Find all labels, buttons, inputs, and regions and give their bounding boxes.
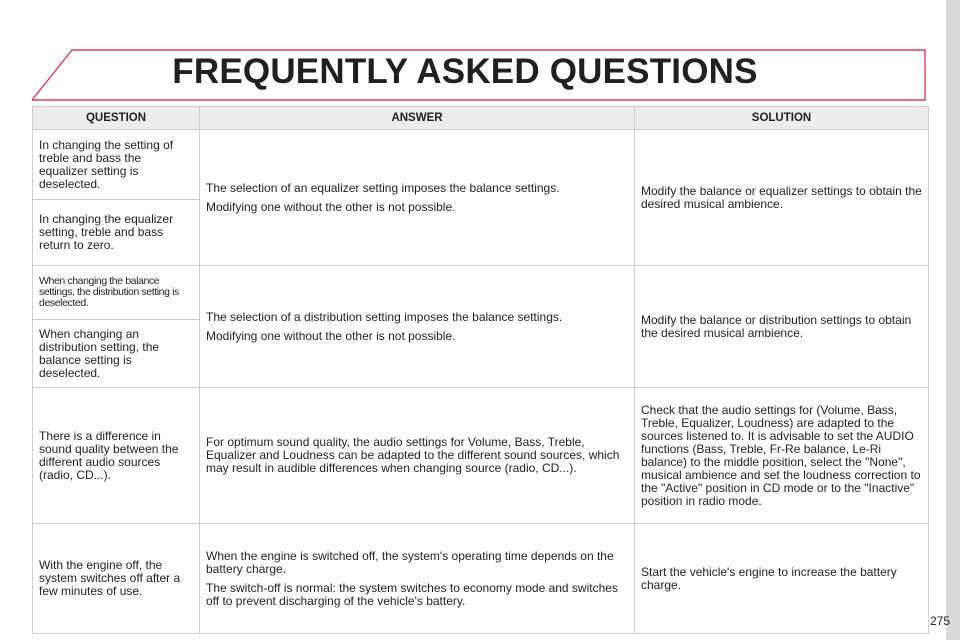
- question-cell: With the engine off, the system switches off after a few minutes of use.: [33, 524, 200, 634]
- table-row: [33, 388, 929, 524]
- answer-cell: [200, 266, 635, 388]
- answer-text: The selection of an equalizer setting imposes the balance settings.: [206, 180, 560, 195]
- answer-cell: [200, 524, 635, 634]
- answer-text: The switch-off is normal: the system switches to economy mode and switches off to prevent discharging of the vehicle's battery.: [206, 580, 618, 608]
- column-header-answer: ANSWER: [200, 107, 635, 130]
- page-edge-strip: [946, 0, 960, 640]
- question-cell: There is a difference in sound quality between the different audio sources (radio, CD...).: [33, 388, 200, 524]
- solution-cell: Modify the balance or equalizer settings to obtain the desired musical ambience.: [635, 130, 929, 266]
- question-cell: When changing the balance settings, the distribution setting is deselected.: [33, 266, 200, 320]
- table-row: [33, 524, 929, 634]
- question-cell: When changing an distribution setting, the balance setting is deselected.: [33, 320, 200, 388]
- answer-text: When the engine is switched off, the system's operating time depends on the battery charge.: [206, 548, 614, 576]
- table-header-row: [33, 107, 929, 130]
- answer-text: Modifying one without the other is not possible.: [206, 199, 456, 214]
- column-header-question: QUESTION: [33, 107, 200, 130]
- faq-table: [32, 106, 929, 634]
- answer-text: The selection of a distribution setting imposes the balance settings.: [206, 309, 563, 324]
- question-cell: In changing the equalizer setting, treble and bass return to zero.: [33, 200, 200, 266]
- solution-cell: Check that the audio settings for (Volume, Bass, Treble, Equalizer, Loudness) are adapted to the sources listened to. It is advisable to set the AUDIO functions (Bass, Treble, Fr-Re balance, Le-Ri balance) to the middle position, select the "None", musical ambience and set the loudness correction to the "Active" position in CD mode or to the "Inactive" position in radio mode.: [635, 388, 929, 524]
- answer-text: For optimum sound quality, the audio settings for Volume, Bass, Treble, Equalizer and Loudness can be adapted to the different sound sources, which may result in audible differences when changing source (radio, CD...).: [206, 435, 620, 475]
- question-cell: In changing the setting of treble and bass the equalizer setting is deselected.: [33, 130, 200, 200]
- page-number: 275: [929, 614, 950, 628]
- answer-text: Modifying one without the other is not possible.: [206, 328, 456, 343]
- table-row: [33, 130, 929, 200]
- column-header-solution: SOLUTION: [635, 107, 929, 130]
- answer-cell: [200, 130, 635, 266]
- page-title: FREQUENTLY ASKED QUESTIONS: [172, 52, 758, 91]
- table-row: [33, 266, 929, 320]
- solution-cell: Start the vehicle's engine to increase the battery charge.: [635, 524, 929, 634]
- solution-cell: Modify the balance or distribution settings to obtain the desired musical ambience.: [635, 266, 929, 388]
- answer-cell: [200, 388, 635, 524]
